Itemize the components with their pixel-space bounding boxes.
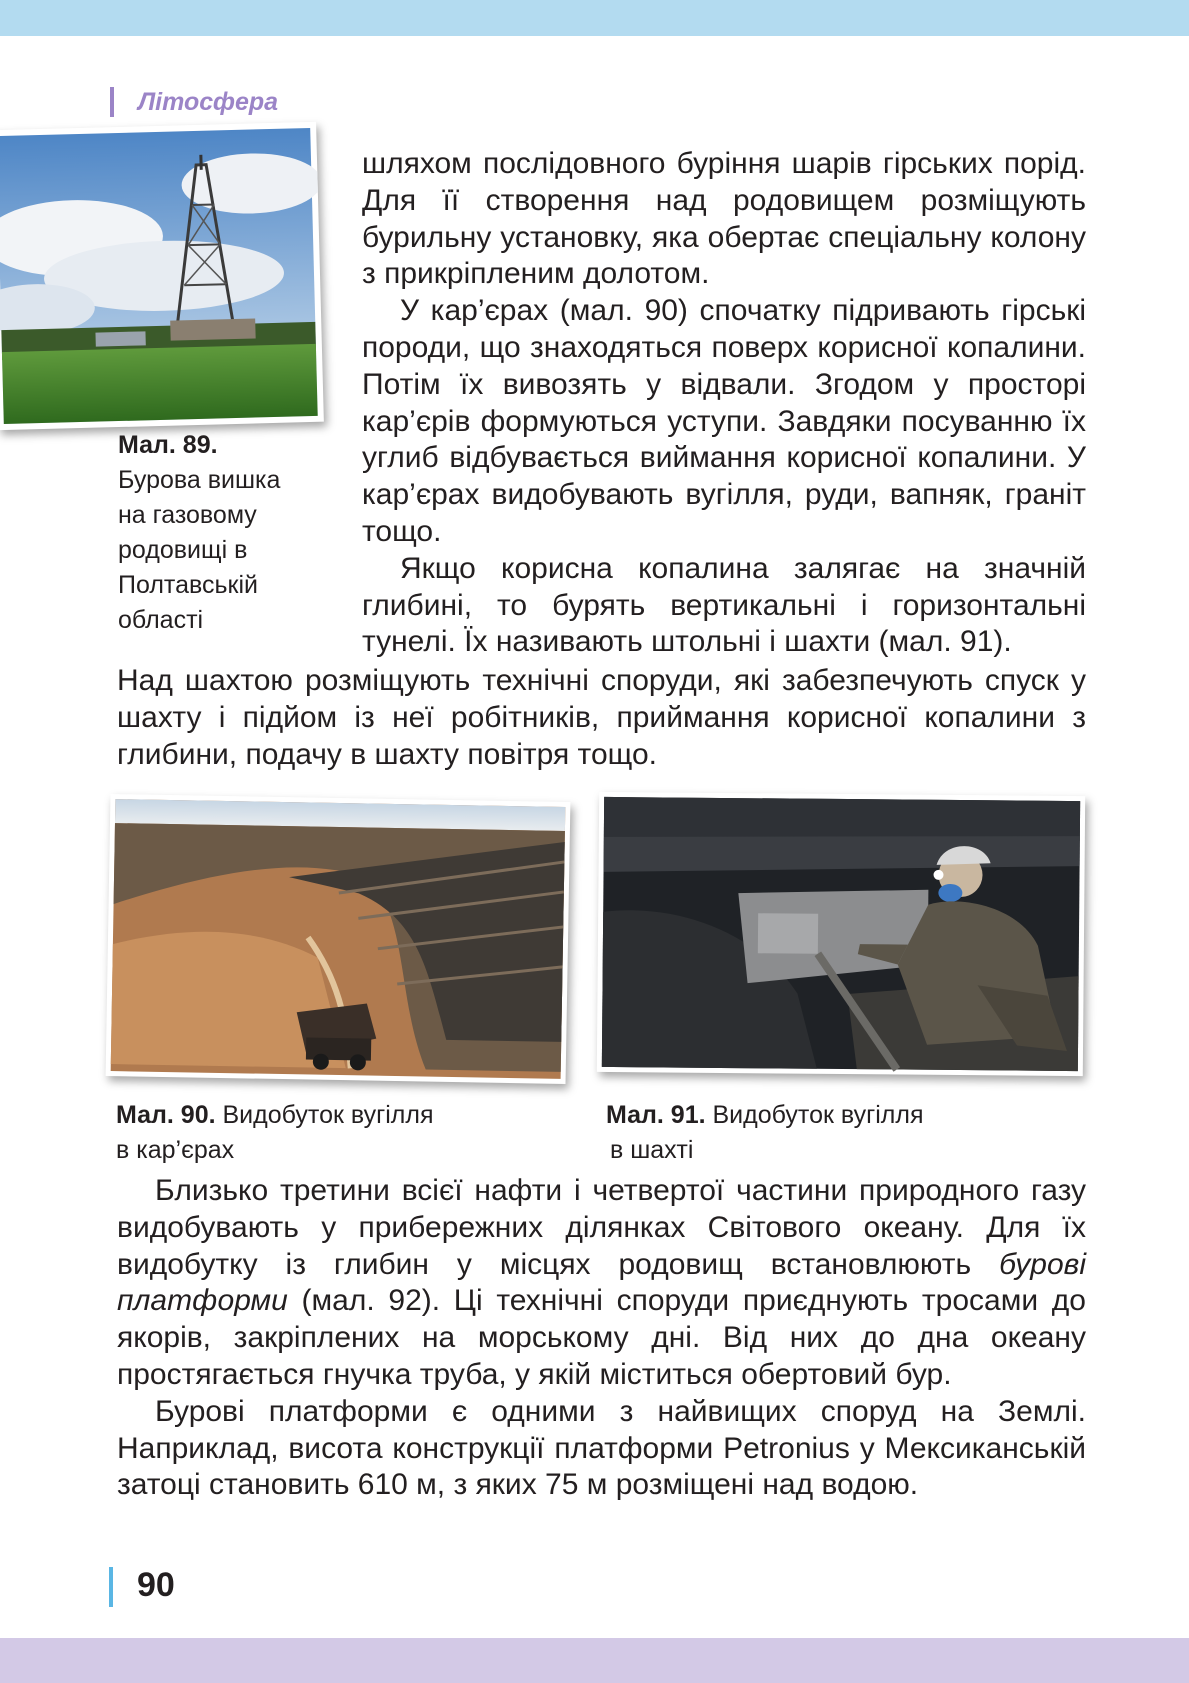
photo-underground-mine [597,792,1085,1076]
paragraph-mines-end: Над шахтою розміщують технічні споруди, які забезпечують спуск у шахту і підйом із неї робітників, приймання корисної копалини з глибини, подачу в шахту повітря тощо. [117,664,1086,771]
section-title: Літосфера [138,88,279,116]
caption-fig91-text: Видобуток вугілля [705,1101,924,1129]
caption-fig91-text2: в шахті [610,1136,694,1164]
caption-fig89-line: Бурова вишка [118,466,281,494]
page-number: 90 [137,1566,175,1604]
text-full-width-1 [117,663,1086,773]
bottom-color-band [0,1638,1189,1683]
photo-open-pit-mine [106,794,571,1084]
caption-fig90-label: Мал. 90. [116,1101,216,1129]
caption-fig89-line: родовищі в [118,536,248,564]
caption-fig89-line: області [118,606,204,634]
paragraph-mines-start: Якщо корисна копалина залягає на значній глибині, то бурять вертикальні і горизонтальні тунелі. Їх називають штольні і шахти (мал. 91). [362,551,1086,659]
caption-fig89-line: на газовому [118,501,257,529]
caption-fig89-label: Мал. 89. [118,431,218,459]
page-number-marker [109,1567,113,1607]
photo-drilling-rig [0,122,324,430]
paragraph-offshore [117,1173,1086,1394]
section-marker [110,87,114,117]
text-column-top [362,146,1086,661]
caption-fig91-label: Мал. 91. [606,1101,706,1129]
text-full-width-2 [117,1173,1086,1504]
caption-fig90 [116,1098,556,1168]
offshore-text-end: (мал. 92). Ці технічні споруди приєднують тросами до якорів, закріплених на морському дні. Від них до дна океану простягається гнучка труба, у якій міститься обертовий бур. [117,1284,1086,1391]
paragraph-continuation: шляхом послідовного буріння шарів гірських порід. Для її створення над родовищем розміщують бурильну установку, яка обертає спеціальну колону з прикріпленим долотом. [362,147,1086,291]
offshore-text-start: Близько третини всієї нафти і четвертої частини природного газу видобувають у прибережних ділянках Світового океану. Для їх видобутку із глибин у місцях родовищ встановлюють [117,1174,1086,1281]
caption-fig90-text2: в кар’єрах [116,1136,235,1164]
caption-fig89-line: Полтавській [118,571,258,599]
caption-fig90-text: Видобуток вугілля [215,1101,434,1129]
top-color-band [0,0,1189,36]
paragraph-platforms: Бурові платформи є одними з найвищих споруд на Землі. Наприклад, висота конструкції платформи Petronius у Мексиканській затоці становить 610 м, з яких 75 м розміщені над водою. [117,1394,1086,1502]
offshore-term-italic: бурові платформи [117,1247,1086,1318]
paragraph-quarries: У кар’єрах (мал. 90) спочатку підривають гірські породи, що знаходяться поверх корисної копалини. Потім їх вивозять у відвали. Згодом у просторі кар’єрів формуються уступи. Завдяки посуванню їх углиб відбувається виймання корисної копалини. У кар’єрах видобувають вугілля, руди, вапняк, граніт тощо. [362,294,1086,548]
caption-fig91 [606,1098,1046,1168]
caption-fig89 [118,428,328,638]
